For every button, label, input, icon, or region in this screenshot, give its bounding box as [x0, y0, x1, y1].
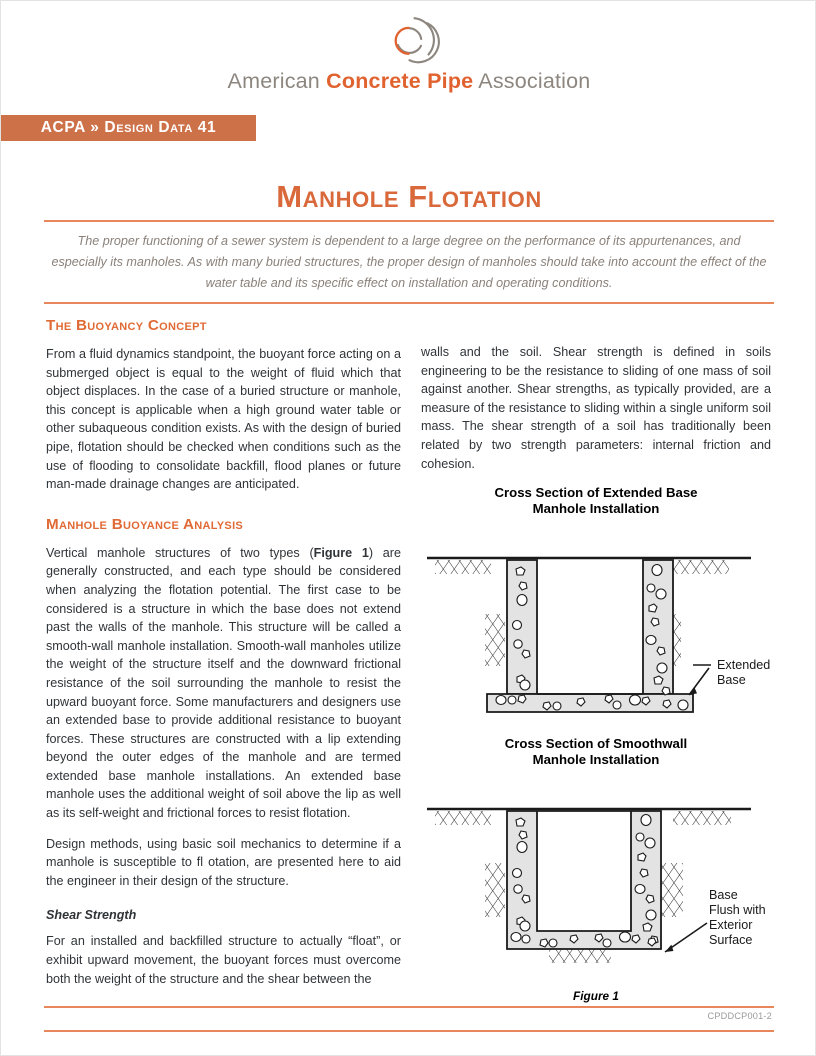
abstract-text: The proper functioning of a sewer system is dependent to a large degree on the performance of its appurtenances, and especially its manholes. As with many buried structures, the proper design of manholes should take into account the effect of the water table and its specific effect on installation and operating conditions.	[51, 234, 767, 290]
callout-extended-base-line1: Extended	[717, 658, 771, 673]
figure-smoothwall-drawing	[421, 773, 771, 981]
acpa-wordmark	[1, 69, 816, 94]
acpa-logo	[1, 15, 816, 94]
paragraph-buoyancy-concept: From a fluid dynamics standpoint, the buoyant force acting on a submerged object is equal to the weight of fluid which that object displaces. In the case of a buried structure or manhole, this concept is applicable when a high ground water table or other subaqueous condition exists. As with the design of buried pipe, flotation should be checked when conditions such as the use of flooding to consolidate backfill, flood planes or future man-made drainage changes are anticipated.	[46, 347, 401, 492]
callout-smoothwall-line4: Surface	[709, 933, 753, 948]
callout-smoothwall-line2: Flush with	[709, 903, 766, 918]
callout-smoothwall-line1: Base	[709, 888, 738, 903]
logo-word-concrete-pipe: Concrete Pipe	[326, 69, 474, 93]
figure-extended-base-title-line2: Manhole Installation	[532, 500, 660, 516]
analysis-post: ) are generally constructed, and each type should be considered when analyzing the flotation potential. The first case to be considered is a structure in which the base does not extend past the walls of the manhole. This structure will be called a smooth-wall manhole installation. Smooth-wall manholes utilize the weight of the structure itself and the downward frictional resistance of the soil surrounding the manhole to resist the upward buoyant force. Some manufacturers and designers use an extended base to provide additional resistance to buoyant forces. These structures are constructed with a lip extending beyond the outer edges of the manhole and are termed extended base manhole installations. An extended base manhole uses the additional weight of soil above the lip as well as its self-weight and frictional forces to resist flotation.	[46, 545, 401, 821]
divider-abstract-bottom	[44, 302, 774, 304]
figure-smoothwall-title-line1: Cross Section of Smoothwall	[504, 736, 688, 752]
figure-smoothwall-title-line2: Manhole Installation	[532, 751, 660, 767]
badge-title: Design Data 41	[104, 119, 217, 136]
figure-smoothwall	[421, 736, 771, 1003]
chevron-double-right-icon: »	[90, 119, 100, 136]
callout-extended-base-line2: Base	[717, 673, 746, 688]
paragraph-shear-strength: For an installed and backfilled structure to actually “float”, or exhibit upward movement, the buoyant forces must overcome both the weight of the structure and the shear between the	[46, 934, 401, 986]
figure-caption: Figure 1	[573, 989, 619, 1004]
section-heading-buoyancy-concept: The Buoyancy Concept	[46, 317, 207, 334]
section-heading-buoyance-analysis: Manhole Buoyance Analysis	[46, 515, 244, 533]
callout-smoothwall-line3: Exterior	[709, 918, 753, 933]
paragraph-analysis-1	[46, 544, 401, 823]
figure-extended-base-drawing	[421, 522, 771, 714]
badge-prefix: ACPA	[40, 119, 86, 136]
divider-top	[44, 220, 774, 222]
figure-smoothwall-title	[421, 736, 771, 767]
analysis-pre: Vertical manhole structures of two types (	[46, 545, 314, 560]
acpa-swoosh-logo-icon	[378, 15, 440, 65]
figure-extended-base	[421, 485, 771, 714]
page-title: Manhole Flotation	[276, 179, 542, 214]
divider-footer-top	[44, 1006, 774, 1008]
badge-label	[41, 119, 217, 137]
subheading-shear-strength: Shear Strength	[46, 908, 137, 923]
figure-reference: Figure 1	[313, 545, 369, 560]
left-column	[46, 317, 401, 988]
right-column	[421, 343, 771, 1003]
paragraph-analysis-2: Design methods, using basic soil mechanics to determine if a manhole is susceptible to fl otation, are presented here to aid the engineer in their design of the structure.	[46, 836, 401, 888]
figure-extended-base-title	[421, 485, 771, 516]
design-data-badge	[1, 115, 256, 141]
divider-footer-bottom	[44, 1030, 774, 1032]
logo-word-association: Association	[473, 69, 591, 93]
logo-word-american: American	[227, 69, 327, 93]
figure-extended-base-title-line1: Cross Section of Extended Base	[494, 485, 698, 501]
footer-document-code: CPDDCP001-2	[707, 1011, 772, 1021]
paragraph-shear-strength-cont: walls and the soil. Shear strength is defined in soils engineering to be the resistance to sliding of one mass of soil against another. Shear strengths, as typically provided, are a measure of the resistance to sliding within a single uniform soil mass. The shear strength of a soil has traditionally been related by two strength parameters: internal friction and cohesion.	[421, 345, 771, 471]
